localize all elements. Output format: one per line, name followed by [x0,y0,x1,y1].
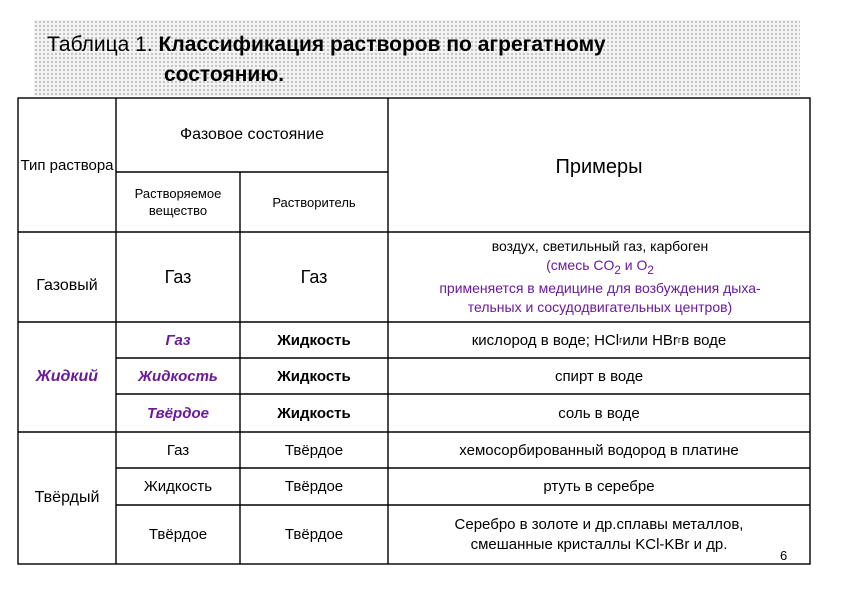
row6-solute: Твёрдое [148,526,208,543]
row2-solute: Жидкость [138,367,218,385]
header-phase-state: Фазовое состояние [180,126,324,143]
row0-solute: Газ [164,266,192,287]
row1-example: кислород в воде; HCl г или HBr г в воде [471,331,727,349]
row6-example-line1: Серебро в золоте и др.сплавы металлов, [454,515,744,533]
row0-example-line3: применяется в медицине для возбуждения дыха- [439,280,761,297]
row4-solvent: Твёрдое [284,441,344,459]
title-bold-line1: Классификация растворов по агрегатному [158,33,606,56]
row2-example: спирт в воде [554,367,644,385]
page-number: 6 [780,548,788,563]
header-solute: Растворяемое вещество [134,186,222,218]
row0-example-line2: (смесь $CO_2$ и $O_2$ [546,256,654,277]
row1-solvent: Жидкость [277,331,351,349]
row1-solute: Газ [165,331,191,349]
group-solid: Твёрдый [34,489,100,506]
row0-example [390,232,810,322]
row4-solute: Газ [166,441,190,459]
row0-example-line1: воздух, светильный газ, карбоген [491,237,709,254]
row2-solvent: Жидкость [277,367,351,385]
row3-solute: Твёрдое [147,404,209,422]
row4-example: хемосорбированный водород в платине [459,441,739,459]
row6-example-line2: смешанные кристаллы KCl-KBr и др. [470,535,728,553]
row5-example: ртуть в серебре [543,478,655,495]
header-solvent: Растворитель [272,194,356,210]
header-solution-type: Тип раствора [20,156,114,174]
row5-solvent: Твёрдое [284,478,344,495]
group-gas: Газовый [36,277,98,294]
row5-solute: Жидкость [143,478,213,495]
row3-example: соль в воде [558,404,640,422]
group-liquid: Жидкий [35,368,99,385]
row6-solvent: Твёрдое [284,526,344,543]
row6-example [388,505,810,564]
title-prefix: Таблица 1. [47,33,153,56]
row0-solvent: Газ [300,266,328,287]
row0-example-line4: тельных и сосудодвигательных центров) [467,299,733,316]
row3-solvent: Жидкость [277,404,351,422]
header-examples: Примеры [555,155,643,178]
table-title-line2: состоянию. [164,63,285,86]
